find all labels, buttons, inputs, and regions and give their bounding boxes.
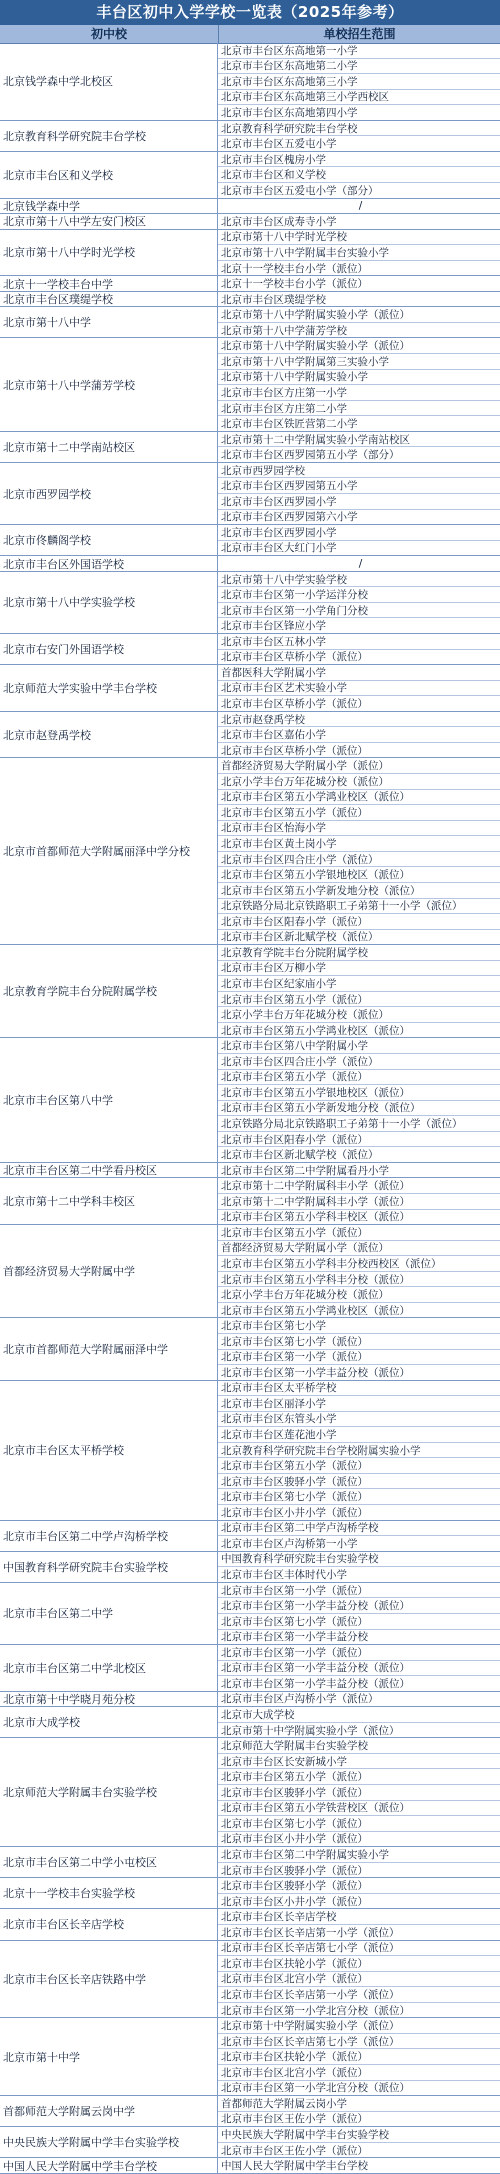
table-row <box>0 230 500 277</box>
primary-school-item: 北京市丰台区草桥小学（派位） <box>221 698 368 710</box>
primary-school-item: 北京市第十八中学附属实验小学 <box>218 370 500 386</box>
table-row <box>0 338 500 431</box>
primary-school-item: 北京市丰台区第五小学鸿业校区（派位） <box>218 790 500 806</box>
primary-school-item: 北京市丰台区骏驿小学（派位） <box>221 1864 368 1877</box>
primary-school-item: 北京市第十八中学附属丰台实验小学 <box>218 245 500 261</box>
table-row <box>0 1178 500 1225</box>
primary-school-list <box>218 556 500 571</box>
table-row <box>0 214 500 230</box>
header-primary-scope: 单校招生范围 <box>323 27 396 41</box>
middle-school-name: 北京市西罗园学校 <box>0 463 218 524</box>
primary-school-item: 北京市丰台区第八中学附属小学 <box>218 1038 500 1054</box>
primary-school-item: 北京市丰台区卢沟桥第一小学 <box>221 1537 358 1550</box>
primary-school-item: 北京市丰台区艺术实验小学 <box>218 681 500 697</box>
middle-school-name: 北京教育科学研究院丰台学校 <box>0 121 218 151</box>
primary-school-list <box>218 199 500 214</box>
primary-school-item: 北京市丰台区扶轮小学（派位） <box>218 1956 500 1972</box>
primary-school-item: 北京市丰台区长辛店第七小学（派位） <box>218 1941 500 1957</box>
middle-school-name: 中国人民大学附属中学丰台学校 <box>0 2158 218 2173</box>
primary-school-item: 北京市丰台区丰体时代小学 <box>221 1569 347 1582</box>
table-row <box>0 1225 500 1318</box>
primary-school-item: 北京市丰台区五林小学 <box>218 634 500 650</box>
primary-school-list <box>218 230 500 276</box>
primary-school-item: 北京市丰台区小井小学（派位） <box>221 1833 368 1846</box>
primary-school-item: 首都医科大学附属小学 <box>218 665 500 681</box>
primary-school-item: 北京市丰台区方庄第一小学 <box>218 385 500 401</box>
table-row <box>0 1692 500 1708</box>
table-row <box>0 2096 500 2127</box>
primary-school-item: 北京市丰台区第一小学丰益分校（派位） <box>221 1677 410 1690</box>
middle-school-name: 北京市大成学校 <box>0 1707 218 1737</box>
table-row <box>0 572 500 634</box>
primary-school-list <box>218 1163 500 1178</box>
primary-school-list <box>218 432 500 462</box>
primary-school-item: 北京市丰台区长辛店第一小学（派位） <box>221 1926 400 1939</box>
table-row <box>0 1552 500 1583</box>
primary-school-item: 北京市丰台区第一小学北宫分校（派位） <box>221 2004 410 2017</box>
primary-school-item: 北京市丰台区第五小学（派位） <box>218 1225 500 1241</box>
primary-school-list <box>218 1038 500 1161</box>
primary-school-item: 北京市丰台区第七小学（派位） <box>218 1334 500 1350</box>
primary-school-item: 北京市丰台区大红门小学 <box>221 542 337 555</box>
primary-school-list <box>218 338 500 430</box>
primary-school-item: 中央民族大学附属中学丰台实验学校 <box>218 2127 500 2143</box>
table-row <box>0 43 500 121</box>
primary-school-item: 北京市丰台区北宫小学（派位） <box>218 2065 500 2081</box>
primary-school-item: 北京教育科学研究院丰台学校 <box>218 121 500 137</box>
primary-school-item: 北京市丰台区第五小学银地校区（派位） <box>218 867 500 883</box>
primary-school-item: 北京市大成学校 <box>218 1707 500 1723</box>
primary-school-item: 北京市丰台区璞缇学校 <box>221 293 326 306</box>
middle-school-name: 北京市丰台区长辛店铁路中学 <box>0 1941 218 2018</box>
primary-school-item: 北京市丰台区第一小学丰益分校（派位） <box>218 1661 500 1677</box>
primary-school-list <box>218 43 500 120</box>
primary-school-list <box>218 1909 500 1939</box>
enrollment-table <box>0 43 500 2174</box>
primary-school-item: 北京市第十二中学附属科丰小学（派位） <box>218 1178 500 1194</box>
primary-school-item: 首都师范大学附属云岗小学 <box>218 2096 500 2112</box>
table-row <box>0 1738 500 1847</box>
primary-school-item: 北京市丰台区第一小学（派位） <box>218 1350 500 1366</box>
primary-school-list <box>218 1225 500 1317</box>
primary-school-item: 北京市丰台区万柳小学 <box>218 961 500 977</box>
middle-school-name: 北京市丰台区第二中学 <box>0 1583 218 1644</box>
middle-school-name: 北京市首都师范大学附属丽泽中学分校 <box>0 758 218 944</box>
primary-school-item: 北京市丰台区扶轮小学（派位） <box>218 2049 500 2065</box>
table-row <box>0 556 500 572</box>
primary-school-item: 北京市丰台区锋应小学 <box>221 620 326 633</box>
primary-school-item: / <box>358 199 363 212</box>
table-row <box>0 665 500 712</box>
primary-school-item: 北京市丰台区第五小学（派位） <box>218 1070 500 1086</box>
primary-school-item: 北京市丰台区长安新城小学 <box>218 1754 500 1770</box>
primary-school-item: 北京市丰台区第一小学北宫分校（派位） <box>221 2082 410 2095</box>
middle-school-name: 北京市丰台区第二中学小屯校区 <box>0 1847 218 1877</box>
primary-school-list <box>218 758 500 944</box>
primary-school-item: 北京市丰台区东高地第四小学 <box>221 106 358 119</box>
middle-school-name: 北京市第十八中学蒲芳学校 <box>0 338 218 430</box>
primary-school-list <box>218 1521 500 1551</box>
primary-school-list <box>218 2096 500 2126</box>
middle-school-name: 北京十一学校丰台中学 <box>0 276 218 291</box>
primary-school-list <box>218 1738 500 1846</box>
primary-school-list <box>218 634 500 664</box>
primary-school-item: 北京市丰台区第一小学（派位） <box>218 1645 500 1661</box>
primary-school-item: 北京教育科学研究院丰台学校附属实验小学 <box>218 1443 500 1459</box>
primary-school-item: 北京市第十中学附属实验小学（派位） <box>221 1724 400 1737</box>
middle-school-name: 北京市第十八中学时光学校 <box>0 230 218 276</box>
primary-school-item: 北京市丰台区骏驿小学（派位） <box>218 1474 500 1490</box>
primary-school-item: 北京市丰台区第一小学运洋分校 <box>218 587 500 603</box>
primary-school-item: 北京市丰台区第五小学鸿业校区（派位） <box>221 1024 410 1037</box>
primary-school-item: 北京市丰台区第二中学卢沟桥学校 <box>218 1521 500 1537</box>
primary-school-item: 北京市丰台区槐房小学 <box>218 152 500 168</box>
primary-school-item: / <box>358 557 363 570</box>
primary-school-item: 北京市丰台区东高地第二小学 <box>218 59 500 75</box>
primary-school-item: 北京市丰台区骏驿小学（派位） <box>218 1785 500 1801</box>
middle-school-name: 北京市右安门外国语学校 <box>0 634 218 664</box>
table-row <box>0 1583 500 1645</box>
primary-school-list <box>218 121 500 151</box>
middle-school-name: 北京市丰台区长辛店学校 <box>0 1909 218 1939</box>
primary-school-list <box>218 2127 500 2157</box>
primary-school-item: 北京市丰台区第一小学丰益分校（派位） <box>218 1598 500 1614</box>
primary-school-item: 北京市丰台区五爱屯小学 <box>221 138 337 151</box>
middle-school-name: 北京市赵登禹学校 <box>0 712 218 758</box>
middle-school-name: 北京市第十二中学科丰校区 <box>0 1178 218 1224</box>
page-title: 丰台区初中入学学校一览表（2025年参考） <box>0 0 500 25</box>
primary-school-item: 北京市丰台区第七小学（派位） <box>218 1614 500 1630</box>
primary-school-list <box>218 1583 500 1644</box>
primary-school-item: 北京市丰台区第五小学科丰校区（派位） <box>221 1211 410 1224</box>
table-row <box>0 2018 500 2096</box>
primary-school-item: 北京市丰台区第一小学丰益分校（派位） <box>221 1366 410 1379</box>
primary-school-item: 北京市丰台区第五小学铁营校区（派位） <box>218 1801 500 1817</box>
middle-school-name: 北京市丰台区第二中学卢沟桥学校 <box>0 1521 218 1551</box>
middle-school-name: 北京市丰台区外国语学校 <box>0 556 218 571</box>
primary-school-item: 北京市丰台区西罗园小学 <box>218 494 500 510</box>
primary-school-item: 北京市丰台区北宫小学（派位） <box>218 1972 500 1988</box>
primary-school-list <box>218 1692 500 1707</box>
table-row <box>0 945 500 1038</box>
primary-school-item: 北京市丰台区东高地第一小学 <box>218 43 500 59</box>
primary-school-item: 北京市丰台区第二中学附属实验小学 <box>218 1847 500 1863</box>
primary-school-item: 北京市西罗园学校 <box>218 463 500 479</box>
middle-school-name: 北京十一学校丰台实验学校 <box>0 1878 218 1908</box>
primary-school-list <box>218 276 500 291</box>
primary-school-item: 北京市第十八中学实验学校 <box>218 572 500 588</box>
table-row <box>0 1318 500 1380</box>
table-row <box>0 525 500 556</box>
primary-school-item: 北京市第十中学附属实验小学（派位） <box>218 2018 500 2034</box>
primary-school-item: 北京市丰台区第五小学（派位） <box>218 805 500 821</box>
primary-school-item: 北京市丰台区王佐小学（派位） <box>221 2113 368 2126</box>
middle-school-name: 首都经济贸易大学附属中学 <box>0 1225 218 1317</box>
primary-school-item: 北京市丰台区西罗园第六小学 <box>221 511 358 524</box>
primary-school-item: 北京市丰台区嘉佑小学 <box>218 727 500 743</box>
table-row <box>0 2127 500 2158</box>
middle-school-name: 北京市丰台区第二中学北校区 <box>0 1645 218 1691</box>
primary-school-item: 北京市第十八中学蒲芳学校 <box>221 324 347 337</box>
primary-school-list <box>218 2018 500 2095</box>
middle-school-name: 中央民族大学附属中学丰台实验学校 <box>0 2127 218 2157</box>
primary-school-item: 北京市丰台区王佐小学（派位） <box>221 2144 368 2157</box>
primary-school-item: 北京市丰台区五爱屯小学（部分） <box>221 184 379 197</box>
primary-school-item: 北京市丰台区第五小学（派位） <box>218 1769 500 1785</box>
primary-school-list <box>218 945 500 1037</box>
middle-school-name: 北京钱学森中学 <box>0 199 218 214</box>
middle-school-name: 北京钱学森中学北校区 <box>0 43 218 120</box>
middle-school-name: 北京市第十中学晓月苑分校 <box>0 1692 218 1707</box>
primary-school-item: 北京市丰台区第五小学新发地分校（派位） <box>218 883 500 899</box>
table-row <box>0 121 500 152</box>
primary-school-item: 首都经济贸易大学附属小学（派位） <box>218 1241 500 1257</box>
middle-school-name: 北京市佟麟阁学校 <box>0 525 218 555</box>
primary-school-item: 北京市丰台区长辛店第七小学（派位） <box>218 2034 500 2050</box>
primary-school-list <box>218 463 500 524</box>
middle-school-name: 北京市丰台区璞缇学校 <box>0 292 218 307</box>
primary-school-item: 北京铁路分局北京铁路职工子弟第十一小学（派位） <box>218 899 500 915</box>
primary-school-item: 北京市丰台区第一小学（派位） <box>218 1583 500 1599</box>
table-row <box>0 634 500 665</box>
primary-school-item: 北京市丰台区莲花池小学 <box>218 1427 500 1443</box>
primary-school-item: 北京市第十二中学附属实验小学南站校区 <box>218 432 500 448</box>
primary-school-item: 北京市丰台区第一小学角门分校 <box>218 603 500 619</box>
primary-school-item: 北京市丰台区长辛店学校 <box>218 1909 500 1925</box>
primary-school-item: 北京市赵登禹学校 <box>218 712 500 728</box>
table-row <box>0 1707 500 1738</box>
primary-school-item: 北京市丰台区太平桥学校 <box>218 1381 500 1397</box>
primary-school-list <box>218 2158 500 2173</box>
primary-school-list <box>218 1941 500 2018</box>
middle-school-name: 北京市丰台区太平桥学校 <box>0 1381 218 1520</box>
primary-school-item: 北京市丰台区卢沟桥小学（派位） <box>221 1693 379 1706</box>
middle-school-name: 北京市丰台区第二中学看丹校区 <box>0 1163 218 1178</box>
primary-school-item: 北京市丰台区成寿寺小学 <box>221 215 337 228</box>
primary-school-item: 北京市丰台区第二中学附属看丹小学 <box>221 1164 389 1177</box>
middle-school-name: 首都师范大学附属云岗中学 <box>0 2096 218 2126</box>
middle-school-name: 中国教育科学研究院丰台实验学校 <box>0 1552 218 1582</box>
primary-school-item: 北京市丰台区西罗园小学 <box>218 525 500 541</box>
middle-school-name: 北京师范大学实验中学丰台学校 <box>0 665 218 711</box>
primary-school-item: 北京市丰台区西罗园第五小学（部分） <box>221 449 400 462</box>
primary-school-item: 北京市丰台区新北赋学校（派位） <box>221 1149 379 1162</box>
primary-school-item: 北京市丰台区第七小学 <box>218 1318 500 1334</box>
primary-school-item: 中国人民大学附属中学丰台学校 <box>221 2160 368 2173</box>
primary-school-item: 北京市第十八中学附属实验小学（派位） <box>218 338 500 354</box>
primary-school-item: 北京市第十二中学附属科丰小学（派位） <box>218 1194 500 1210</box>
middle-school-name: 北京市第十八中学实验学校 <box>0 572 218 633</box>
primary-school-list <box>218 307 500 337</box>
table-row <box>0 276 500 292</box>
primary-school-item: 北京市丰台区阳春小学（派位） <box>218 1132 500 1148</box>
primary-school-item: 北京市丰台区西罗园第五小学 <box>218 478 500 494</box>
table-row <box>0 1038 500 1162</box>
primary-school-item: 北京市丰台区第七小学（派位） <box>218 1489 500 1505</box>
primary-school-item: 北京教育学院丰台分院附属学校 <box>218 945 500 961</box>
primary-school-item: 北京市丰台区第一小学丰益分校 <box>221 1631 368 1644</box>
primary-school-list <box>218 214 500 229</box>
middle-school-name: 北京市丰台区第八中学 <box>0 1038 218 1161</box>
primary-school-list <box>218 665 500 711</box>
primary-school-item: 北京市丰台区东管头小学 <box>218 1412 500 1428</box>
primary-school-item: 北京市第十八中学附属第三实验小学 <box>218 354 500 370</box>
primary-school-item: 北京市丰台区草桥小学（派位） <box>221 651 368 664</box>
primary-school-item: 北京市丰台区第五小学（派位） <box>218 1458 500 1474</box>
table-row <box>0 1878 500 1909</box>
primary-school-list <box>218 152 500 198</box>
primary-school-item: 北京市丰台区新北赋学校（派位） <box>221 931 379 944</box>
primary-school-list <box>218 1707 500 1737</box>
table-row <box>0 1847 500 1878</box>
middle-school-name: 北京市丰台区和义学校 <box>0 152 218 198</box>
primary-school-item: 北京市丰台区小井小学（派位） <box>221 1506 368 1519</box>
primary-school-item: 北京市丰台区东高地第三小学 <box>218 74 500 90</box>
primary-school-item: 北京小学丰台万年花城分校（派位） <box>218 1287 500 1303</box>
primary-school-item: 北京市第十八中学时光学校 <box>218 230 500 246</box>
primary-school-item: 北京市丰台区和义学校 <box>218 167 500 183</box>
primary-school-list <box>218 1847 500 1877</box>
table-row <box>0 1909 500 1940</box>
table-row <box>0 1381 500 1521</box>
primary-school-item: 北京市丰台区第五小学科丰分校西校区（派位） <box>218 1256 500 1272</box>
table-row <box>0 758 500 945</box>
primary-school-item: 北京市丰台区四合庄小学（派位） <box>218 1054 500 1070</box>
primary-school-item: 北京市丰台区丽泽小学 <box>218 1396 500 1412</box>
primary-school-item: 北京市丰台区东高地第三小学西校区 <box>218 90 500 106</box>
primary-school-item: 北京市丰台区第五小学银地校区（派位） <box>218 1085 500 1101</box>
table-row <box>0 432 500 463</box>
table-row <box>0 712 500 759</box>
primary-school-item: 北京十一学校丰台小学（派位） <box>221 262 368 275</box>
primary-school-item: 首都经济贸易大学附属小学（派位） <box>218 758 500 774</box>
primary-school-list <box>218 1878 500 1908</box>
header-middle-school: 初中校 <box>0 25 219 43</box>
middle-school-name: 北京市第十八中学左安门校区 <box>0 214 218 229</box>
primary-school-item: 中国教育科学研究院丰台实验学校 <box>218 1552 500 1568</box>
primary-school-item: 北京市第十八中学附属实验小学（派位） <box>218 307 500 323</box>
table-row <box>0 199 500 215</box>
table-header <box>0 25 500 44</box>
primary-school-item: 北京市丰台区第七小学（派位） <box>218 1816 500 1832</box>
table-row <box>0 152 500 199</box>
primary-school-item: 北京市丰台区四合庄小学（派位） <box>218 852 500 868</box>
middle-school-name: 北京师范大学附属丰台实验学校 <box>0 1738 218 1846</box>
primary-school-item: 北京市丰台区草桥小学（派位） <box>221 744 368 757</box>
primary-school-item: 北京市丰台区第五小学新发地分校（派位） <box>218 1101 500 1117</box>
middle-school-name: 北京市首都师范大学附属丽泽中学 <box>0 1318 218 1379</box>
primary-school-list <box>218 1318 500 1379</box>
primary-school-item: 北京市丰台区小井小学（派位） <box>221 1895 368 1908</box>
primary-school-list <box>218 1178 500 1224</box>
primary-school-item: 北京市丰台区第五小学科丰分校（派位） <box>218 1272 500 1288</box>
middle-school-name: 北京市第十中学 <box>0 2018 218 2095</box>
primary-school-list <box>218 1381 500 1520</box>
middle-school-name: 北京市第十二中学南站校区 <box>0 432 218 462</box>
primary-school-list <box>218 712 500 758</box>
primary-school-item: 北京师范大学附属丰台实验学校 <box>218 1738 500 1754</box>
primary-school-item: 北京小学丰台万年花城分校（派位） <box>218 774 500 790</box>
table-row <box>0 2158 500 2174</box>
primary-school-item: 北京市丰台区第五小学（派位） <box>218 992 500 1008</box>
table-row <box>0 1645 500 1692</box>
primary-school-item: 北京小学丰台万年花城分校（派位） <box>218 1007 500 1023</box>
primary-school-list <box>218 292 500 307</box>
table-row <box>0 307 500 338</box>
primary-school-item: 北京十一学校丰台小学（派位） <box>221 278 368 291</box>
primary-school-item: 北京市丰台区黄土岗小学 <box>218 836 500 852</box>
table-row <box>0 1941 500 2019</box>
primary-school-item: 北京市丰台区第五小学鸿业校区（派位） <box>221 1304 410 1317</box>
primary-school-list <box>218 525 500 555</box>
middle-school-name: 北京市第十八中学 <box>0 307 218 337</box>
table-row <box>0 1521 500 1552</box>
primary-school-item: 北京市丰台区铁匠营第二小学 <box>221 418 358 431</box>
primary-school-item: 北京市丰台区长辛店第一小学（派位） <box>218 1987 500 2003</box>
primary-school-list <box>218 1645 500 1691</box>
table-row <box>0 292 500 308</box>
primary-school-item: 北京市丰台区阳春小学（派位） <box>218 914 500 930</box>
primary-school-list <box>218 1552 500 1582</box>
primary-school-item: 北京市丰台区纪家庙小学 <box>218 976 500 992</box>
primary-school-item: 北京市丰台区怡海小学 <box>218 821 500 837</box>
primary-school-item: 北京铁路分局北京铁路职工子弟第十一小学（派位） <box>218 1116 500 1132</box>
table-row <box>0 463 500 525</box>
primary-school-item: 北京市丰台区骏驿小学（派位） <box>218 1878 500 1894</box>
table-row <box>0 1163 500 1179</box>
primary-school-item: 北京市丰台区方庄第二小学 <box>218 401 500 417</box>
primary-school-list <box>218 572 500 633</box>
middle-school-name: 北京教育学院丰台分院附属学校 <box>0 945 218 1037</box>
